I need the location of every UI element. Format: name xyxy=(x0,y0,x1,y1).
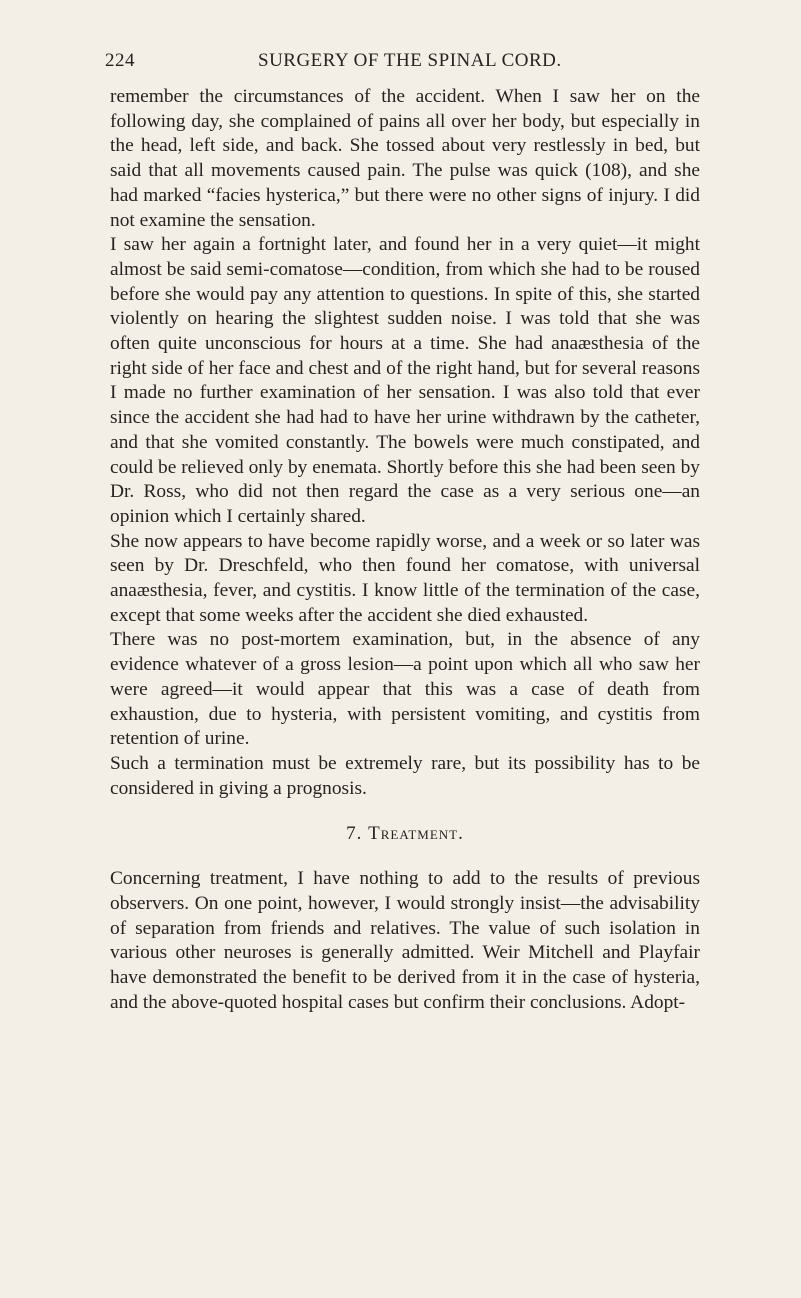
page-number: 224 xyxy=(105,50,135,71)
section-number: 7. xyxy=(346,823,363,845)
paragraph: There was no post-mortem examination, but, in the absence of any evidence whatever of a gross lesion—a point upon which all who saw her were agreed—it would appear that this was a case of death from exhaustion, due to hysteria, with persistent vomiting, and cystitis from retention of urine. xyxy=(110,629,700,750)
paragraph: Such a termination must be extremely rare, but its possibility has to be considered in giving a prognosis. xyxy=(110,752,700,799)
running-title: SURGERY OF THE SPINAL CORD. xyxy=(258,50,562,71)
running-head xyxy=(105,50,705,76)
section-heading xyxy=(110,822,700,847)
section-title: Treatment. xyxy=(368,823,464,845)
paragraph: remember the circumstances of the accident. When I saw her on the following day, she complained of pains all over her body, but especially in the head, left side, and back. She tossed about very restlessly in bed, but said that all movements caused pain. The pulse was quick (108), and she had marked “facies hysterica,” but there were no other signs of injury. I did not examine the sensation. xyxy=(110,86,700,231)
paragraph: Concerning treatment, I have nothing to add to the results of previous observers. On one point, however, I would strongly insist—the advisability of separation from friends and relatives. The value of such isolation in various other neuroses is generally admitted. Weir Mitchell and Playfair have demonstrated the benefit to be derived from it in the case of hysteria, and the above-quoted hospital cases but confirm their conclusions. Adopt- xyxy=(110,868,700,1013)
paragraph: I saw her again a fortnight later, and found her in a very quiet—it might almost be said semi-comatose—condition, from which she had to be roused before she would pay any attention to questions. In spite of this, she started violently on hearing the slightest sudden noise. I was told that she was often quite unconscious for hours at a time. She had anaæsthesia of the right side of her face and chest and of the right hand, but for several reasons I made no further examination of her sensation. I was also told that ever since the accident she had had to have her urine withdrawn by the catheter, and that she vomited constantly. The bowels were much constipated, and could be relieved only by enemata. Shortly before this she had been seen by Dr. Ross, who did not then regard the case as a very serious one—an opinion which I certainly shared. xyxy=(110,234,700,527)
paragraph: She now appears to have become rapidly worse, and a week or so later was seen by Dr. Dreschfeld, who then found her comatose, with universal anaæsthesia, fever, and cystitis. I know little of the termination of the case, except that some weeks after the accident she died exhausted. xyxy=(110,530,700,626)
body-text xyxy=(110,85,700,1015)
